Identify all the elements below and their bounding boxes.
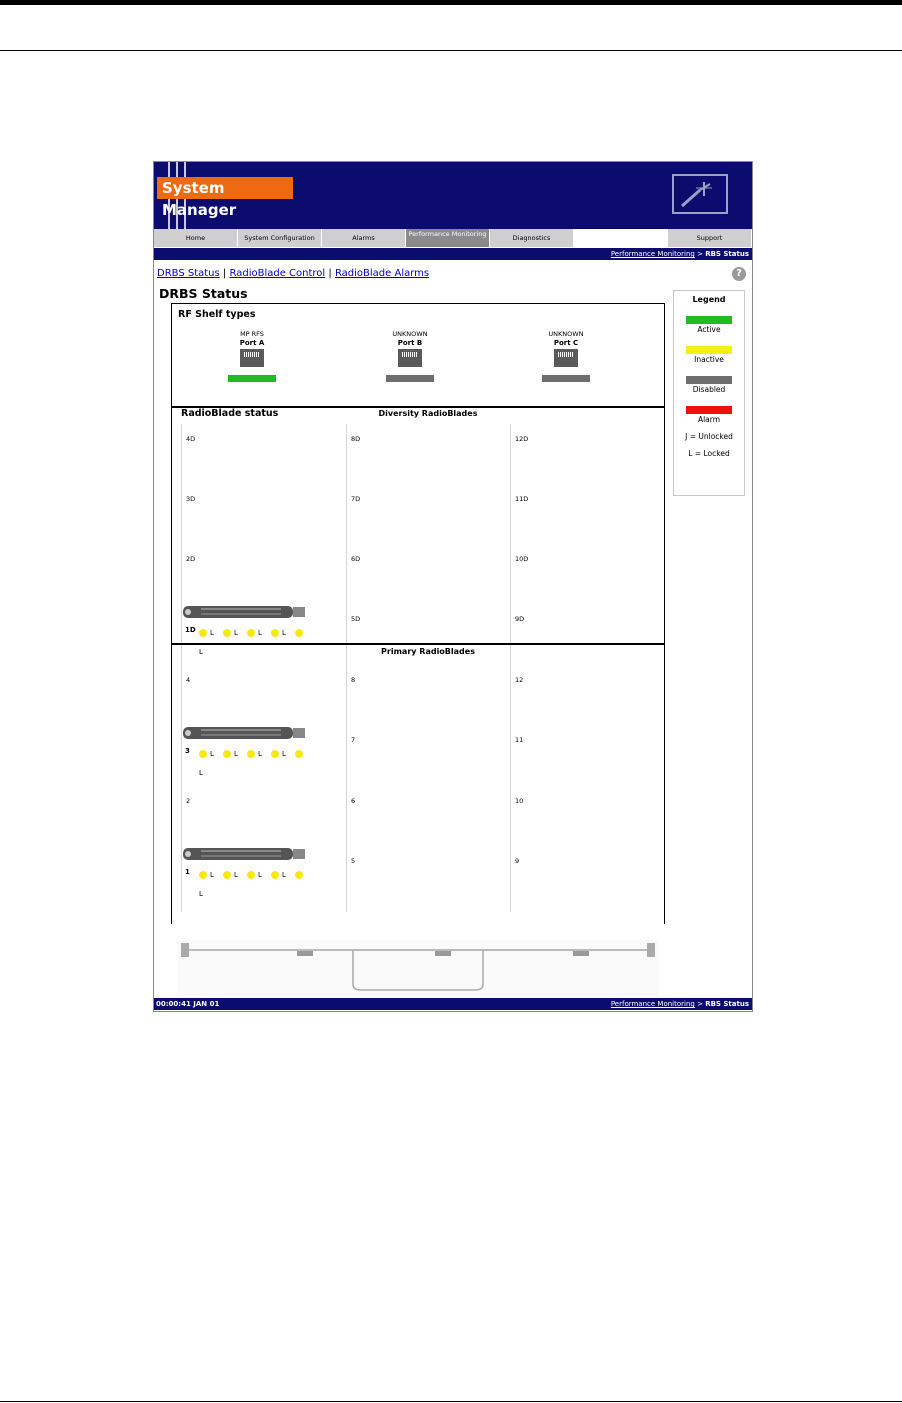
slot-label: 4D xyxy=(186,435,196,443)
slot-label: 11 xyxy=(515,736,524,744)
slot-label: 8D xyxy=(351,435,361,443)
legend-label-alarm: Alarm xyxy=(697,415,721,424)
lock-indicator: L xyxy=(282,628,286,637)
slot-label: 4 xyxy=(186,676,191,684)
breadcrumb-separator: > xyxy=(694,1000,706,1008)
help-icon[interactable]: ? xyxy=(732,267,746,281)
system-manager-window xyxy=(153,161,753,1012)
slot-label: 2 xyxy=(186,797,191,805)
lock-indicator: L xyxy=(199,889,203,898)
radioblade-leds xyxy=(199,622,309,656)
status-bar xyxy=(154,998,752,1010)
lock-indicator: L xyxy=(282,749,286,758)
tab-home[interactable]: Home xyxy=(154,229,238,247)
system-clock: 00:00:41 JAN 01 xyxy=(156,1000,220,1008)
radioblade-status-title: RadioBlade status xyxy=(181,408,279,419)
status-led-icon xyxy=(247,871,255,879)
status-led-icon xyxy=(199,871,207,879)
breadcrumb-link-performance-monitoring[interactable]: Performance Monitoring xyxy=(610,1000,695,1008)
slot-label: 9D xyxy=(515,615,525,623)
slot-label: 9 xyxy=(515,857,520,865)
port-b xyxy=(370,330,450,382)
tab-diagnostics[interactable]: Diagnostics xyxy=(490,229,574,247)
slot-label: 5D xyxy=(351,615,361,623)
port-name: Port B xyxy=(397,339,423,347)
document-header-rule xyxy=(0,50,902,51)
link-separator: | xyxy=(328,268,332,279)
link-drbs-status[interactable]: DRBS Status xyxy=(157,268,220,279)
slot-label: 7 xyxy=(351,736,356,744)
port-a xyxy=(212,330,292,382)
rf-shelf-types-title: RF Shelf types xyxy=(178,309,256,320)
column-divider xyxy=(510,424,511,912)
port-type: UNKNOWN xyxy=(392,330,428,338)
radioblade-3[interactable] xyxy=(181,725,309,777)
slot-label: 12D xyxy=(515,435,529,443)
chassis-illustration xyxy=(177,940,659,996)
legend-unlocked-key: J = Unlocked xyxy=(685,432,733,441)
legend-label-disabled: Disabled xyxy=(692,385,726,394)
status-led-icon xyxy=(295,871,303,879)
status-led-icon xyxy=(223,629,231,637)
legend-swatch-alarm xyxy=(686,406,732,414)
lock-indicator: L xyxy=(258,870,262,879)
slot-label: 12 xyxy=(515,676,524,684)
legend-swatch-inactive xyxy=(686,346,732,354)
breadcrumb-link-performance-monitoring[interactable]: Performance Monitoring xyxy=(610,250,695,258)
radioblade-leds xyxy=(199,864,309,898)
port-name: Port A xyxy=(239,339,265,347)
legend-swatch-active xyxy=(686,316,732,324)
lock-indicator: L xyxy=(234,628,238,637)
diversity-radioblades-title: Diversity RadioBlades xyxy=(378,409,478,418)
status-led-icon xyxy=(271,629,279,637)
legend-label-inactive: Inactive xyxy=(694,355,724,364)
link-radioblade-control[interactable]: RadioBlade Control xyxy=(229,268,326,279)
document-top-rule xyxy=(0,0,902,5)
port-status-bar xyxy=(228,375,276,382)
status-led-icon xyxy=(223,871,231,879)
column-divider xyxy=(181,424,182,912)
legend-label-active: Active xyxy=(697,325,721,334)
page-title: DRBS Status xyxy=(159,286,248,301)
slot-label: 5 xyxy=(351,857,356,865)
port-type: UNKNOWN xyxy=(548,330,584,338)
drbs-status-panel xyxy=(171,303,665,924)
lock-indicator: L xyxy=(210,628,214,637)
radioblade-icon xyxy=(181,725,309,741)
tab-support[interactable]: Support xyxy=(668,229,752,247)
legend-locked-key: L = Locked xyxy=(688,449,730,458)
slot-label: 11D xyxy=(515,495,529,503)
sub-navigation xyxy=(157,268,429,279)
breadcrumb xyxy=(154,248,752,260)
port-type: MP RFS xyxy=(240,330,264,338)
legend-swatch-disabled xyxy=(686,376,732,384)
radioblade-icon xyxy=(181,846,309,862)
radioblade-leds xyxy=(199,743,309,777)
lock-indicator: L xyxy=(258,749,262,758)
primary-radioblades-title: Primary RadioBlades xyxy=(381,647,475,656)
status-led-icon xyxy=(295,629,303,637)
lock-indicator: L xyxy=(199,647,203,656)
document-footer-rule xyxy=(0,1401,902,1402)
slot-label: 10D xyxy=(515,555,529,563)
footer-breadcrumb xyxy=(611,998,749,1010)
slot-label: 3D xyxy=(186,495,196,503)
rj-port-icon xyxy=(554,349,578,367)
lock-indicator: L xyxy=(258,628,262,637)
radioblade-icon xyxy=(181,604,309,620)
slot-label: 6D xyxy=(351,555,361,563)
column-divider xyxy=(346,424,347,912)
breadcrumb-separator: > xyxy=(694,250,706,258)
status-led-icon xyxy=(199,750,207,758)
radioblade-label: 1D xyxy=(185,626,196,634)
banner xyxy=(154,162,752,229)
link-separator: | xyxy=(222,268,227,279)
brand-icon xyxy=(672,174,728,214)
lock-indicator: L xyxy=(234,870,238,879)
lock-indicator: L xyxy=(199,768,203,777)
status-led-icon xyxy=(271,750,279,758)
legend xyxy=(673,290,745,496)
link-radioblade-alarms[interactable]: RadioBlade Alarms xyxy=(334,268,430,279)
radioblade-1d[interactable] xyxy=(181,604,309,656)
port-c xyxy=(526,330,606,382)
divider xyxy=(172,643,664,645)
port-name: Port C xyxy=(553,339,579,347)
status-led-icon xyxy=(247,750,255,758)
rj-port-icon xyxy=(240,349,264,367)
status-led-icon xyxy=(223,750,231,758)
legend-title: Legend xyxy=(692,295,726,304)
tab-system-configuration[interactable]: System Configuration xyxy=(238,229,322,247)
slot-label: 2D xyxy=(186,555,196,563)
tab-alarms[interactable]: Alarms xyxy=(322,229,406,247)
lock-indicator: L xyxy=(234,749,238,758)
slot-label: 7D xyxy=(351,495,361,503)
app-title-logo: System Manager xyxy=(157,177,293,199)
tab-performance-monitoring[interactable]: Performance Monitoring xyxy=(406,229,490,247)
tab-spacer xyxy=(574,229,668,247)
radioblade-label: 3 xyxy=(185,747,190,755)
status-led-icon xyxy=(199,629,207,637)
breadcrumb-current: RBS Status xyxy=(705,250,749,258)
slot-label: 6 xyxy=(351,797,356,805)
main-nav xyxy=(154,229,752,247)
lock-indicator: L xyxy=(282,870,286,879)
rj-port-icon xyxy=(398,349,422,367)
port-status-bar xyxy=(386,375,434,382)
breadcrumb-current: RBS Status xyxy=(705,1000,749,1008)
port-status-bar xyxy=(542,375,590,382)
lock-indicator: L xyxy=(210,749,214,758)
radioblade-label: 1 xyxy=(185,868,190,876)
status-led-icon xyxy=(271,871,279,879)
slot-label: 10 xyxy=(515,797,524,805)
lock-indicator: L xyxy=(210,870,214,879)
status-led-icon xyxy=(295,750,303,758)
slot-label: 8 xyxy=(351,676,356,684)
radioblade-1[interactable] xyxy=(181,846,309,898)
status-led-icon xyxy=(247,629,255,637)
